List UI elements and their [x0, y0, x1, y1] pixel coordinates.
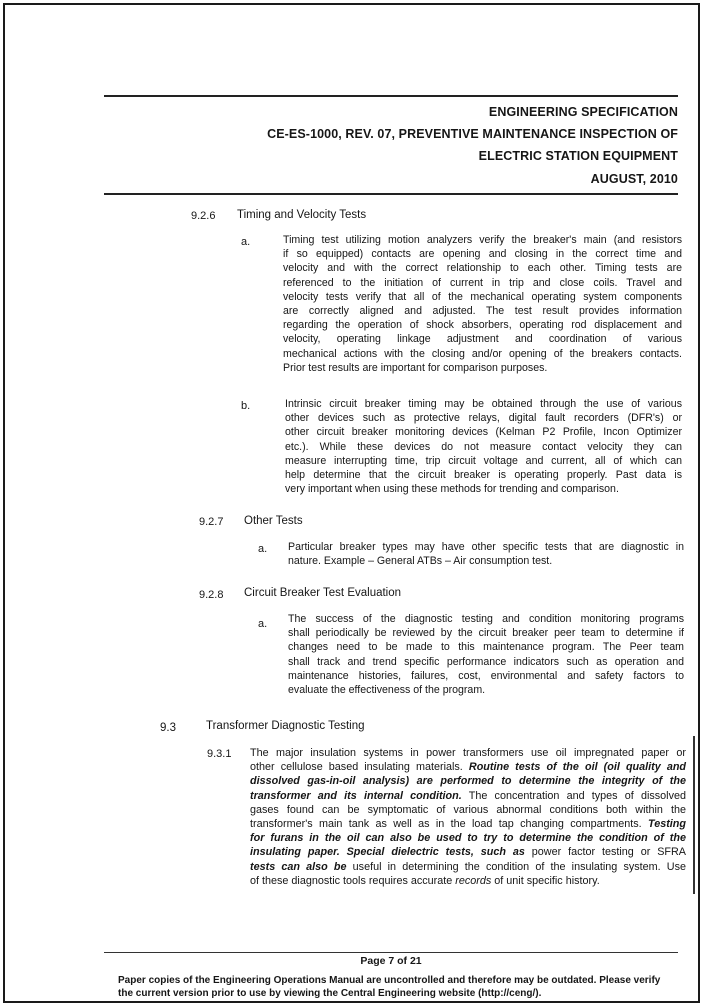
section-9-2-7-number: 9.2.7 [199, 516, 224, 528]
text-run: other cellulose based insulating materials. [250, 761, 463, 774]
item-9-2-8-a-text [288, 612, 684, 697]
text-line: shall periodically be reviewed by the circuit breaker peer team to determine if [288, 627, 684, 640]
text-line [250, 789, 686, 803]
section-9-2-6-number: 9.2.6 [191, 210, 216, 222]
text-line: Prior test results are important for comparison purposes. [283, 361, 548, 374]
text-line [250, 874, 686, 888]
text-line: referenced to the initiation of current in trip and close coils. Travel and [283, 276, 682, 289]
page-number: Page 7 of 21 [360, 955, 422, 967]
text-line: etc.). While these devices do not measure contact velocity they can [285, 440, 682, 453]
bold-italic-text: tests can also be [250, 860, 347, 873]
text-run: power factor testing or SFRA [531, 846, 686, 859]
text-line: Intrinsic circuit breaker timing may be obtained through the use of various [285, 398, 682, 410]
item-9-2-6-a-text [283, 233, 682, 375]
text-line: measure interrupting time, trip circuit voltage and current, all of which can [285, 454, 682, 467]
item-9-2-8-a-letter: a. [258, 618, 268, 630]
text-line: velocity tests verify that all of the mechanical operating system components [283, 290, 682, 303]
italic-text: records [455, 874, 492, 887]
text-run: The major insulation systems in power transformers use oil impregnated paper or [250, 747, 686, 759]
text-line: evaluate the effectiveness of the program. [288, 684, 486, 697]
item-9-2-6-b-letter: b. [241, 400, 251, 412]
section-9-2-8-title: Circuit Breaker Test Evaluation [244, 587, 402, 599]
text-line: very important when using these methods for trending and comparison. [285, 483, 619, 496]
item-9-2-6-b-text [285, 397, 682, 496]
text-run: The concentration and types of dissolved [468, 789, 686, 802]
text-line [250, 860, 686, 874]
section-9-3-number: 9.3 [160, 722, 176, 734]
header-subject: ELECTRIC STATION EQUIPMENT [478, 149, 678, 163]
disclaimer-line: the current version prior to use by viewing the Central Engineering website (http://ceng/). [118, 988, 542, 999]
text-line: The success of the diagnostic testing and condition monitoring programs [288, 613, 684, 625]
text-run: useful in determining the condition of the insulating system. Use [352, 860, 687, 873]
text-run: transformer's main tank as well as in the load tap changing compartments. [250, 818, 642, 831]
text-line: if so equipped) contacts are opening and closing in the correct time and [283, 248, 682, 261]
text-line: Timing test utilizing motion analyzers verify the breaker's main (and resistors [283, 234, 682, 246]
section-9-3-1-text [250, 746, 686, 888]
text-line [250, 746, 686, 760]
text-line: mechanical actions with the closing and/or opening of the breakers contacts. [283, 347, 682, 360]
text-line: help determine that the circuit breaker is operating properly. Past data is [285, 469, 682, 482]
bold-italic-text: transformer and its internal condition. [250, 789, 462, 802]
document-header [104, 95, 678, 195]
item-9-2-7-a-letter: a. [258, 543, 268, 555]
section-9-2-6-title: Timing and Velocity Tests [237, 209, 367, 221]
text-line: velocity, operating linkage adjustment and coordination of various [283, 333, 682, 346]
text-line: maintenance histories, failures, cost, environmental and safety factors to [288, 669, 684, 682]
text-run: of these diagnostic tools requires accurate [250, 874, 453, 887]
text-line: are correctly aligned and adjusted. The test result provides information [283, 305, 682, 318]
text-line: Particular breaker types may have other specific tests that are diagnostic in [288, 541, 684, 553]
header-top-rule [104, 95, 678, 97]
bold-italic-text: for furans in the oil can also be used to try to determine the condition of the [250, 832, 686, 845]
text-line [250, 760, 686, 774]
section-9-2-8-number: 9.2.8 [199, 589, 224, 601]
text-line: other circuit breaker monitoring devices (Kelman P2 Profile, Incon Optimizer [285, 426, 682, 439]
bold-italic-text: Routine tests of the oil (oil quality and [468, 761, 687, 774]
header-title: ENGINEERING SPECIFICATION [488, 105, 678, 119]
footer-disclaimer [118, 974, 688, 1000]
text-line: changes need to be made to this maintenance program. The Peer team [288, 641, 684, 654]
text-line [250, 845, 686, 859]
disclaimer-line: Paper copies of the Engineering Operations Manual are uncontrolled and therefore may be outdated. Please verify [118, 975, 661, 986]
bold-italic-text: Testing [648, 818, 686, 831]
text-line: velocity and with the correct relationship to each other. Timing tests are [283, 262, 682, 275]
text-line: shall track and trend specific performance indicators such as operation and [288, 655, 684, 668]
item-9-2-6-a-letter: a. [241, 236, 251, 248]
text-line: gases found can be symptomatic of various abnormal conditions both within the [250, 803, 686, 816]
text-line [250, 817, 686, 831]
header-bottom-rule [104, 193, 678, 195]
bold-italic-text: insulating paper. [250, 846, 340, 859]
section-9-3-1-number: 9.3.1 [207, 748, 232, 760]
bold-italic-text: dissolved gas-in-oil analysis) are performed to determine the integrity of the [250, 775, 686, 788]
header-document-id: CE-ES-1000, REV. 07, PREVENTIVE MAINTENANCE INSPECTION OF [267, 127, 678, 141]
text-line: regarding the operation of shock absorbers, operating rod displacement and [283, 319, 682, 332]
text-line: other devices such as protective relays, digital fault recorders (DFR's) or [285, 412, 682, 425]
item-9-2-7-a-text [288, 540, 684, 568]
text-line: nature. Example – General ATBs – Air consumption test. [288, 555, 553, 568]
footer-rule [104, 952, 678, 953]
bold-italic-text: Special dielectric tests, such as [346, 846, 525, 859]
section-9-2-7-title: Other Tests [244, 515, 303, 527]
header-date: AUGUST, 2010 [590, 172, 678, 186]
revision-bar [693, 736, 695, 894]
section-9-3-title: Transformer Diagnostic Testing [206, 720, 365, 732]
text-run: of unit specific history. [494, 874, 600, 887]
